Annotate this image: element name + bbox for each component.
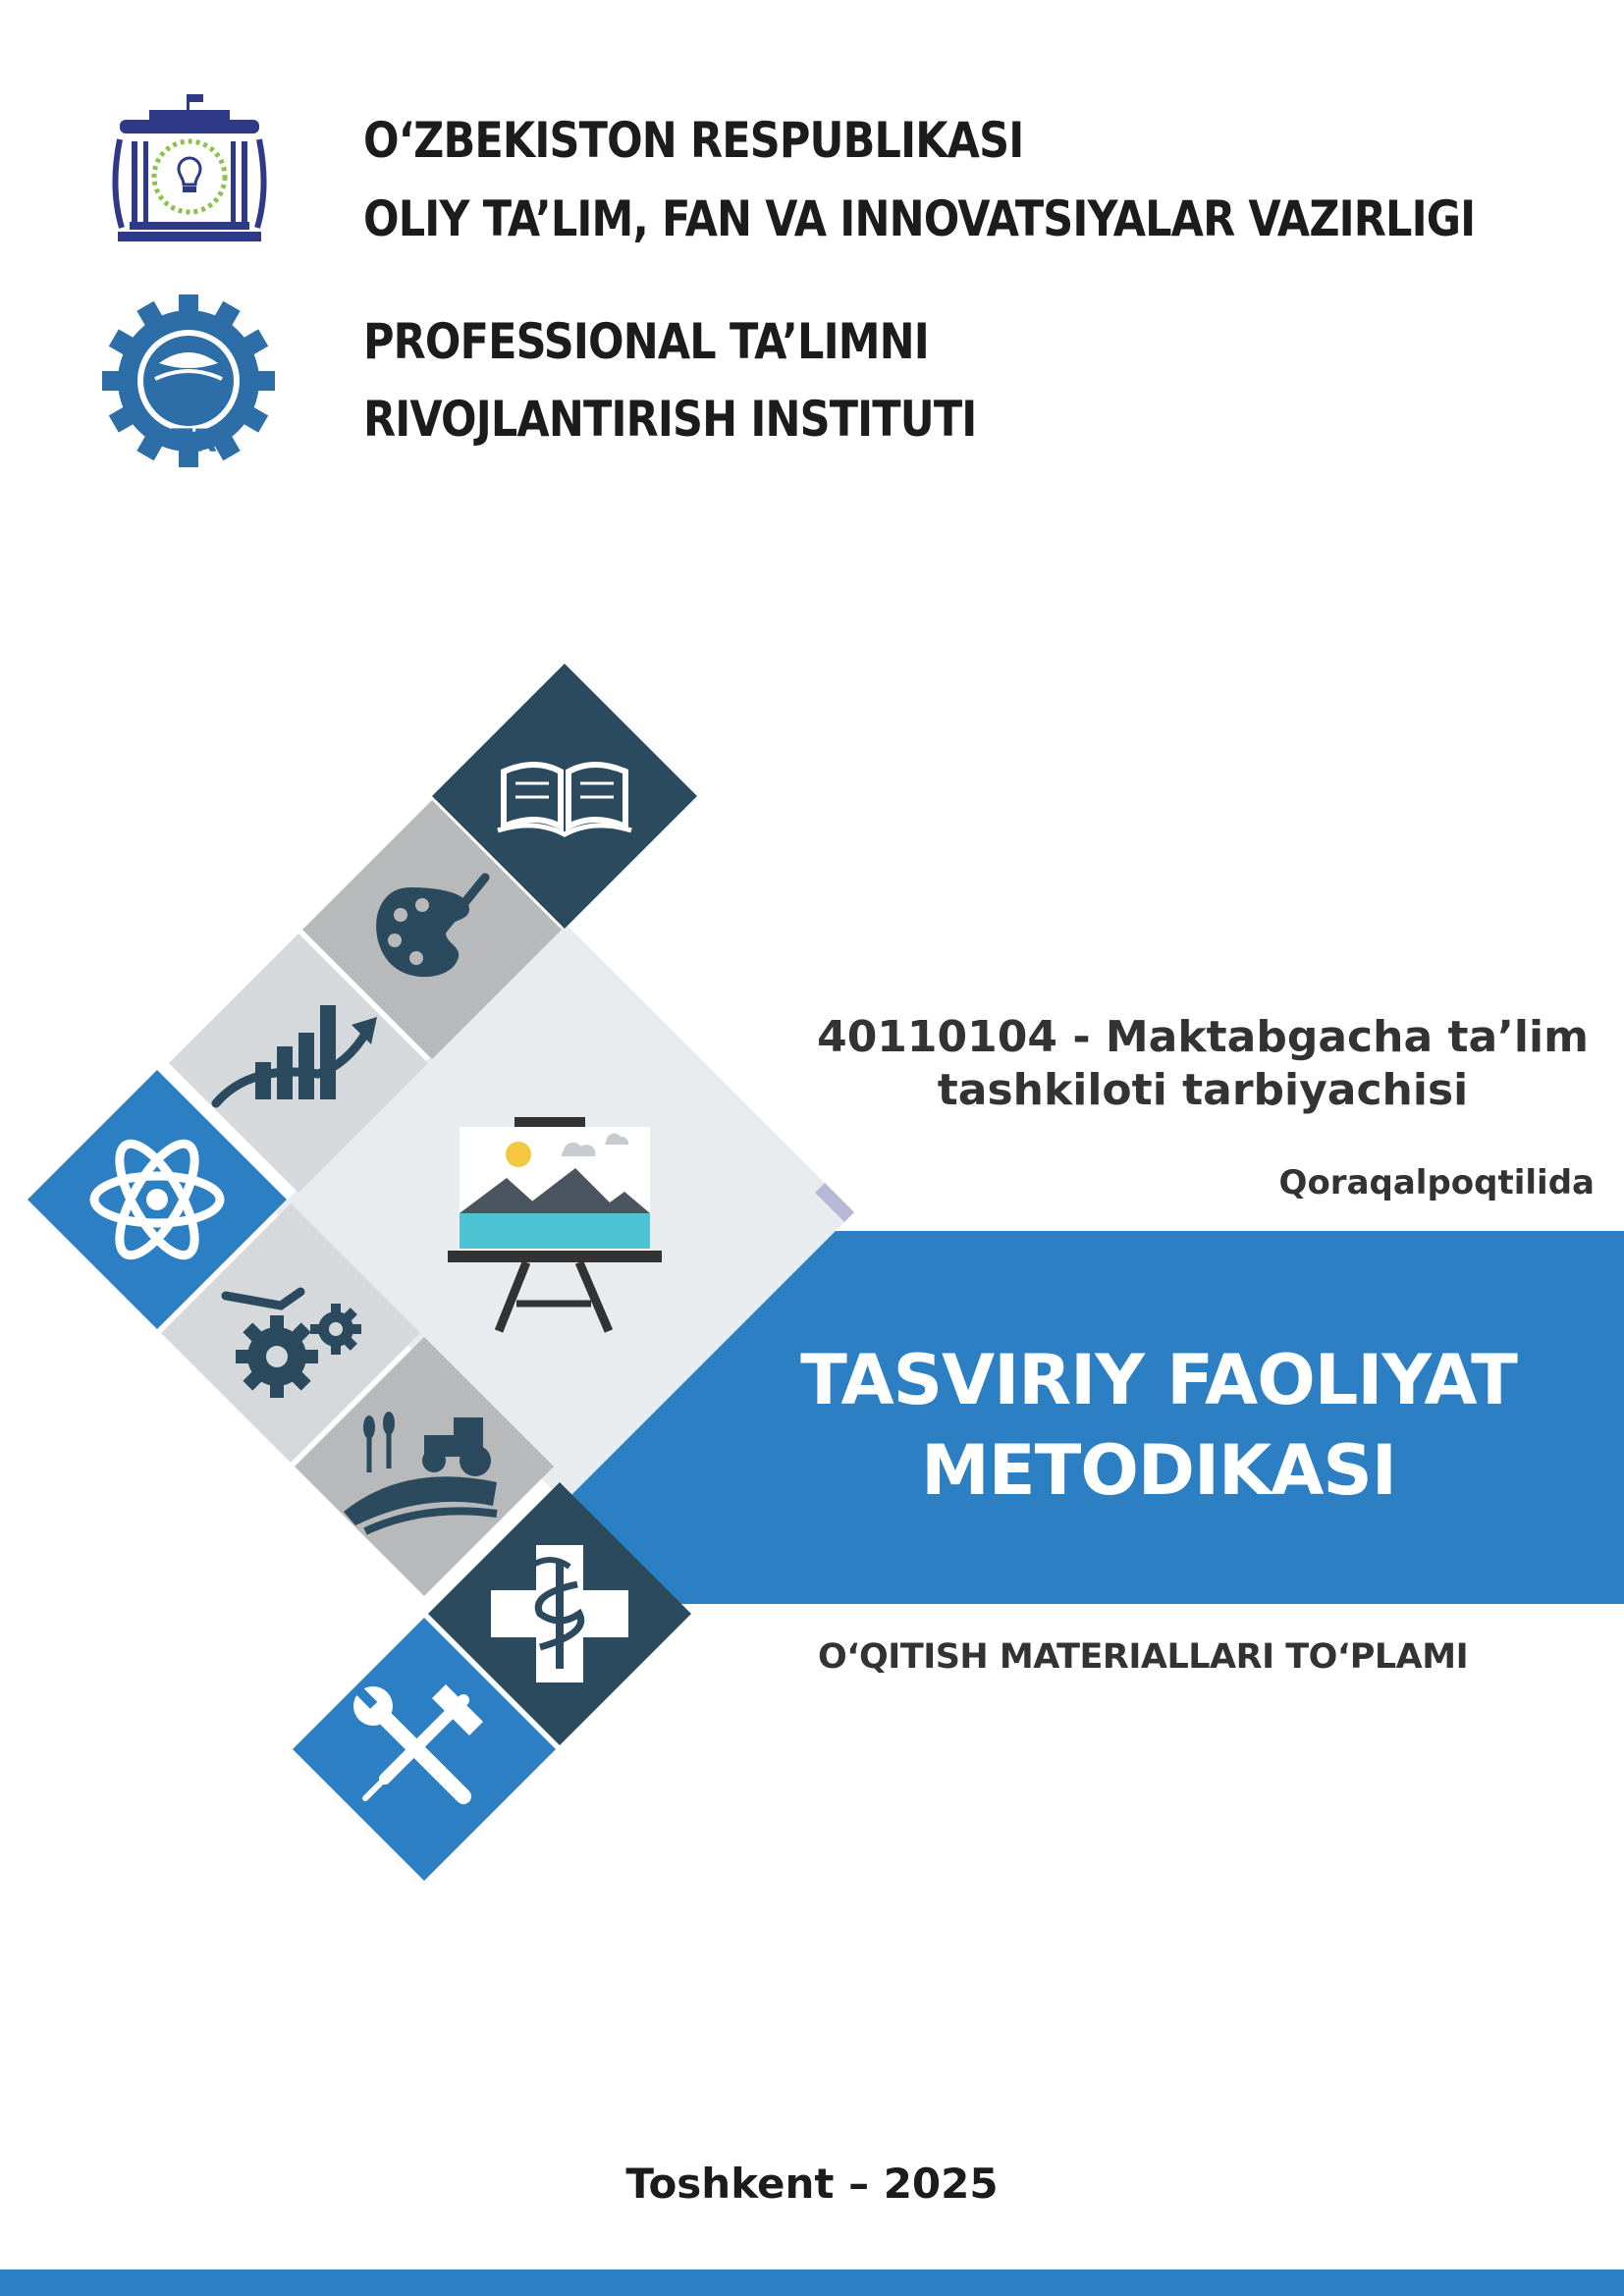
- ptri-logo-text: PTRI: [148, 422, 229, 459]
- book-subtitle: O‘QITISH MATERIALLARI TO‘PLAMI: [818, 1637, 1469, 1677]
- category-diamond-mosaic: [0, 648, 884, 1895]
- book-title-line1: TASVIRIY FAOLIYAT: [800, 1340, 1517, 1420]
- language-note: Qoraqalpoqtilida: [1278, 1163, 1595, 1202]
- institute-name-line1: PROFESSIONAL TA’LIMNI: [363, 313, 929, 370]
- city-year: Toshkent – 2025: [625, 2160, 999, 2208]
- bottom-bar: [0, 2269, 1624, 2296]
- ptri-gear-logo: [96, 294, 281, 467]
- specialty-line1: 40110104 - Maktabgacha ta’lim: [817, 1012, 1589, 1062]
- ministry-logo: [110, 90, 269, 247]
- specialty-line2: tashkiloti tarbiyachisi: [937, 1065, 1469, 1115]
- institute-name-line2: RIVOJLANTIRISH INSTITUTI: [363, 391, 977, 448]
- ministry-name-line2: OLIY TA’LIM, FAN VA INNOVATSIYALAR VAZIRLIGI: [363, 190, 1476, 247]
- specialty-code-title: [805, 1011, 1600, 1117]
- ministry-name-line1: O‘ZBEKISTON RESPUBLIKASI: [363, 112, 1024, 169]
- book-title: [785, 1335, 1532, 1516]
- book-title-line2: METODIKASI: [921, 1430, 1396, 1511]
